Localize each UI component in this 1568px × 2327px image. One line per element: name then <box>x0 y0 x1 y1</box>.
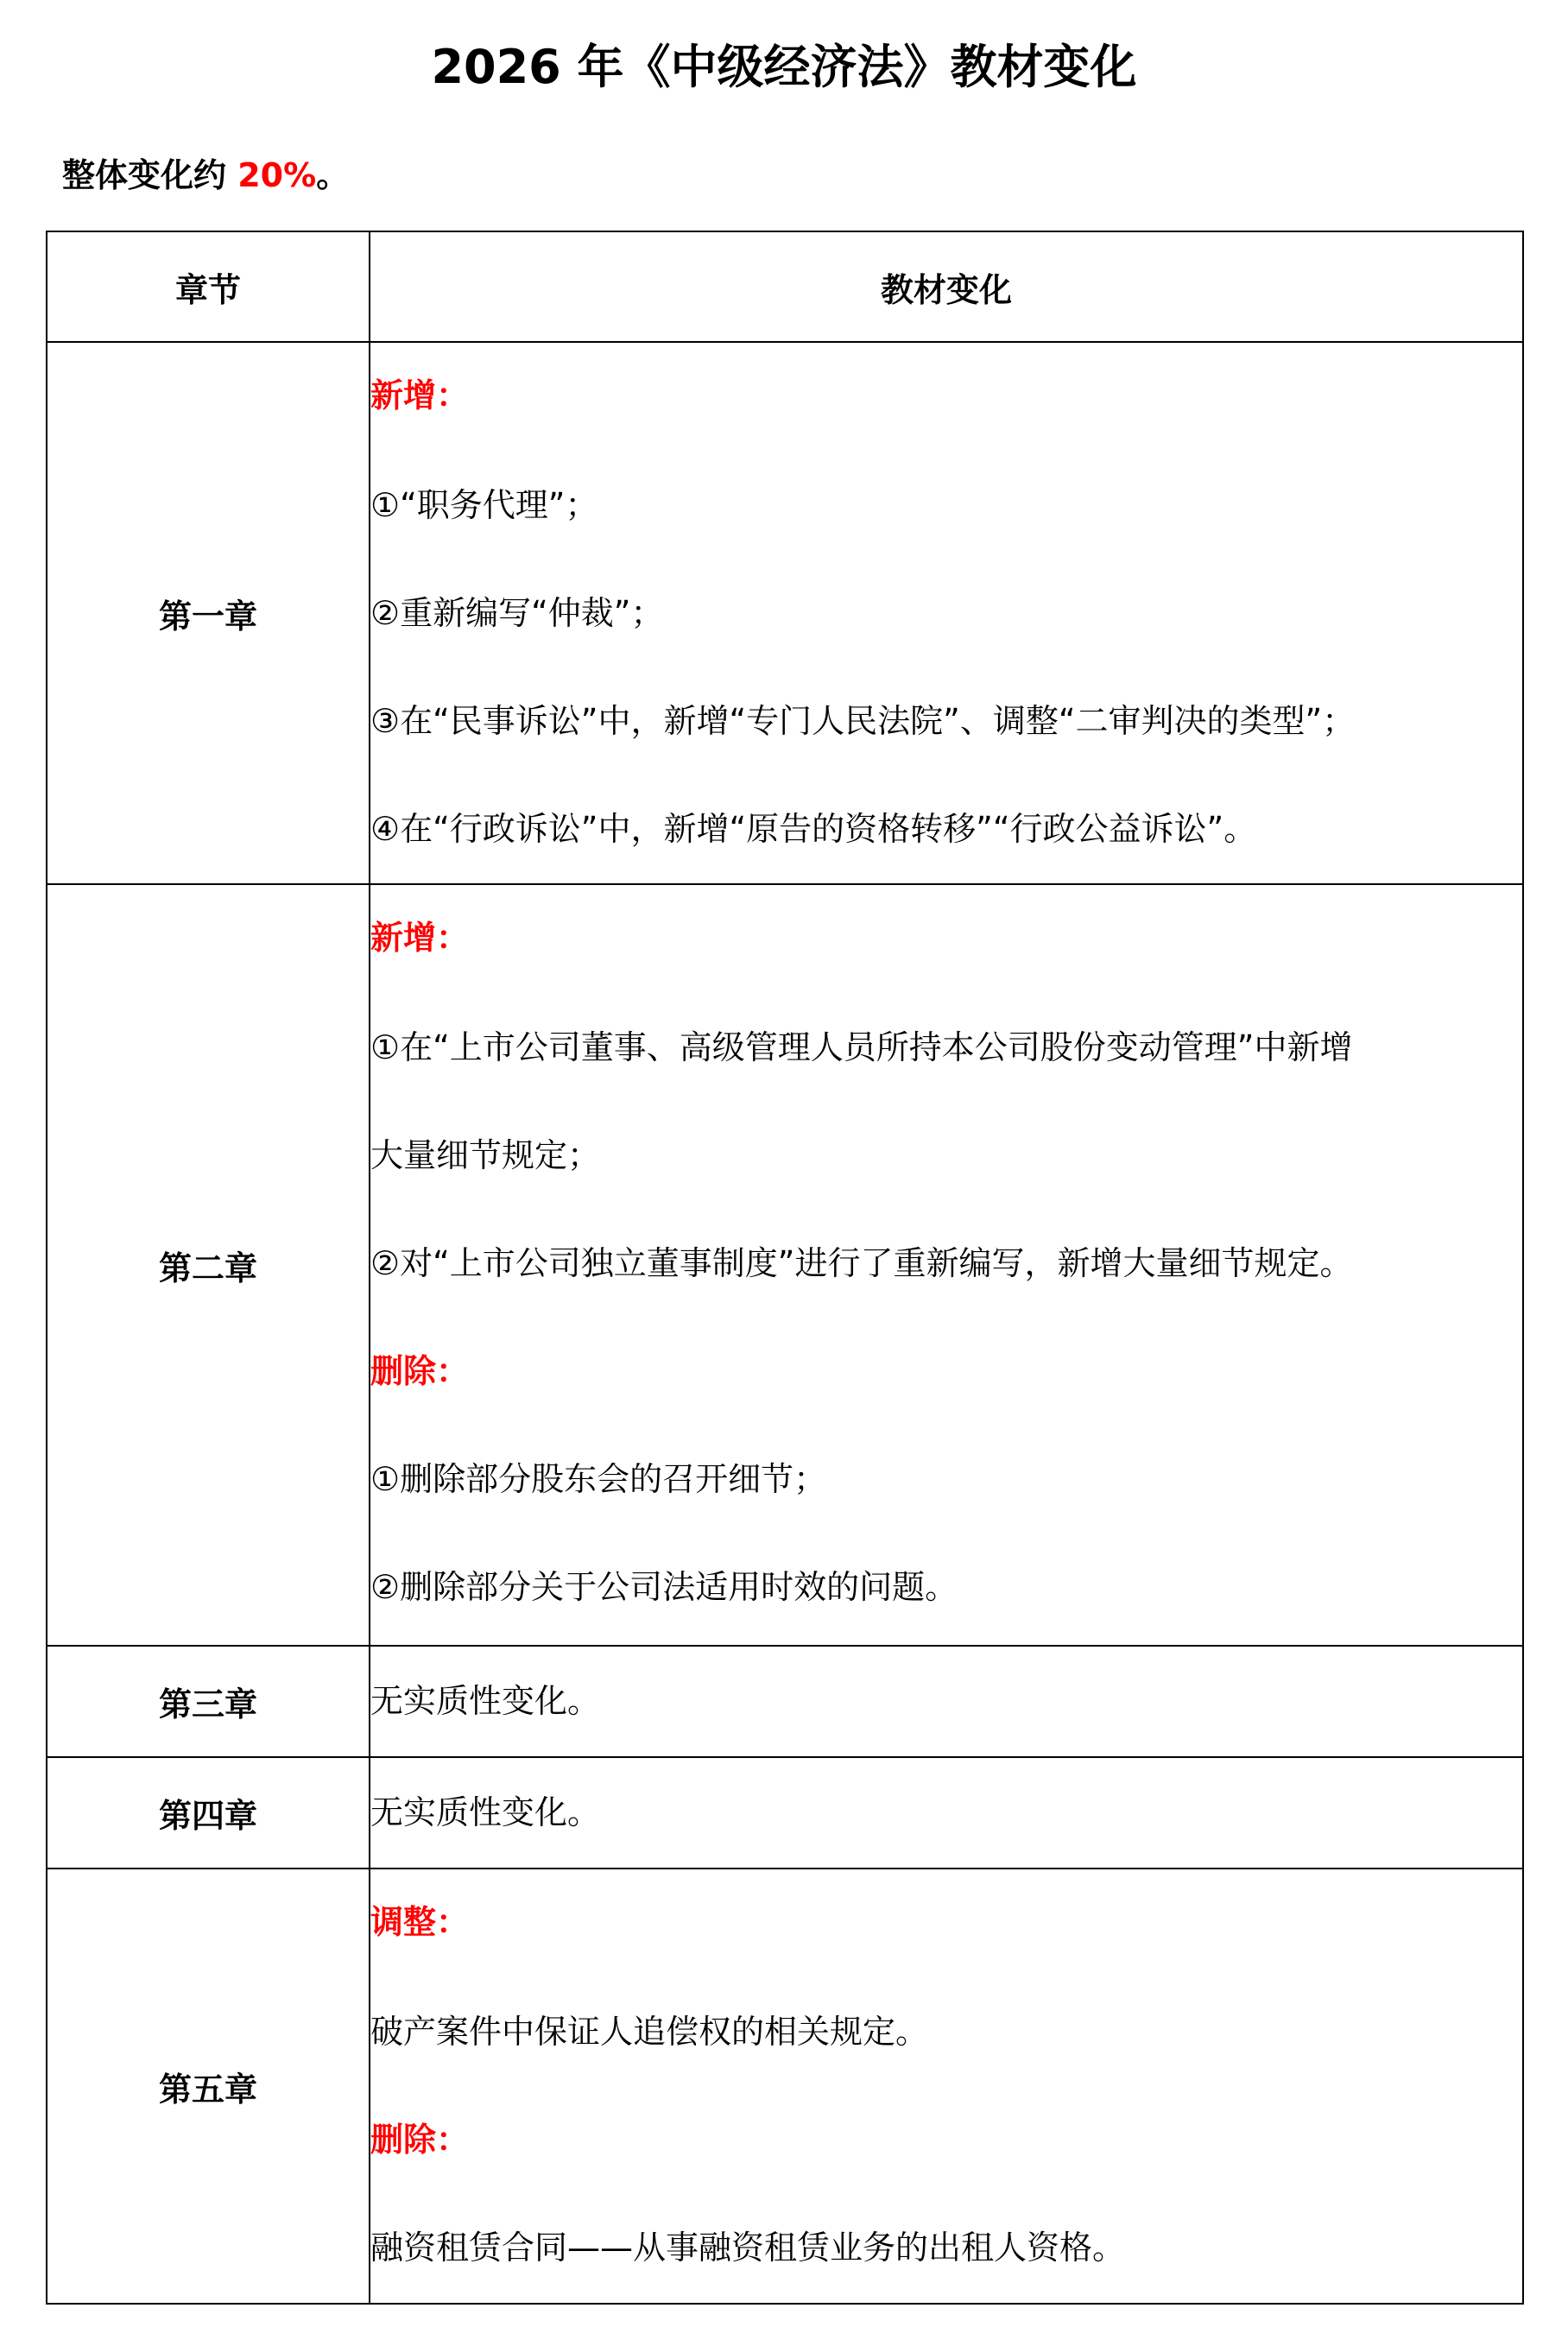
section-heading: 删除： <box>370 2121 470 2159</box>
change-item: ①删除部分股东会的召开细节； <box>370 1460 827 1498</box>
chapter-cell: 第五章 <box>47 1869 370 2304</box>
document-title: 2026 年《中级经济法》教材变化 <box>431 40 1137 94</box>
changes-table <box>46 231 1524 2305</box>
changes-cell <box>370 1757 1523 1869</box>
change-item: ④在“行政诉讼”中，新增“原告的资格转移”“行政公益诉讼”。 <box>370 810 1257 848</box>
table-row <box>47 1869 1523 2304</box>
header-changes: 教材变化 <box>370 231 1523 342</box>
change-item: ①在“上市公司董事、高级管理人员所持本公司股份变动管理”中新增 <box>370 1028 1353 1066</box>
chapter-cell: 第四章 <box>47 1757 370 1869</box>
section-heading: 调整： <box>370 1903 470 1941</box>
changes-cell <box>370 342 1523 884</box>
change-item: 无实质性变化。 <box>370 1682 601 1720</box>
changes-cell <box>370 1646 1523 1757</box>
changes-cell <box>370 1869 1523 2304</box>
change-item: ②删除部分关于公司法适用时效的问题。 <box>370 1568 958 1606</box>
section-heading: 删除： <box>370 1352 470 1390</box>
change-item: ③在“民事诉讼”中，新增“专门人民法院”、调整“二审判决的类型”； <box>370 702 1356 740</box>
overall-change-summary <box>62 145 349 206</box>
summary-suffix: 。 <box>316 156 350 194</box>
change-item: 大量细节规定； <box>370 1136 601 1174</box>
summary-percent: 20% <box>237 156 317 194</box>
table-header-row <box>47 231 1523 342</box>
section-heading: 新增： <box>370 919 470 957</box>
table-row <box>47 884 1523 1646</box>
change-item: ①“职务代理”； <box>370 486 598 524</box>
changes-cell <box>370 884 1523 1646</box>
summary-prefix: 整体变化约 <box>62 156 238 194</box>
chapter-cell: 第三章 <box>47 1646 370 1757</box>
change-item: 破产案件中保证人追偿权的相关规定。 <box>370 2013 929 2051</box>
change-item: ②重新编写“仲裁”； <box>370 594 664 632</box>
section-heading: 新增： <box>370 376 470 414</box>
change-item: 无实质性变化。 <box>370 1793 601 1831</box>
change-item: ②对“上市公司独立董事制度”进行了重新编写，新增大量细节规定。 <box>370 1244 1353 1282</box>
chapter-cell: 第一章 <box>47 342 370 884</box>
table-row <box>47 342 1523 884</box>
table-row <box>47 1646 1523 1757</box>
table-row <box>47 1757 1523 1869</box>
chapter-cell: 第二章 <box>47 884 370 1646</box>
header-chapter: 章节 <box>47 231 370 342</box>
change-item: 融资租赁合同——从事融资租赁业务的出租人资格。 <box>370 2229 1126 2267</box>
